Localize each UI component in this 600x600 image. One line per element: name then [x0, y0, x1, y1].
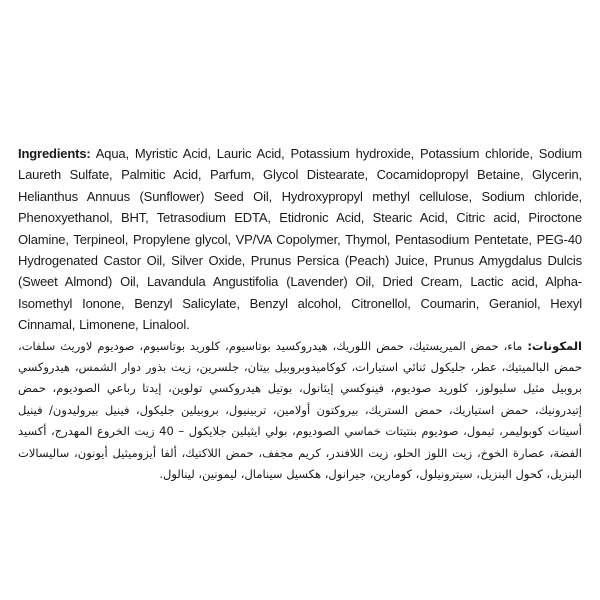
ingredients-arabic — [18, 336, 582, 486]
ingredients-english-text: Aqua, Myristic Acid, Lauric Acid, Potassium hydroxide, Potassium chloride, Sodium Laureth Sulfate, Palmitic Acid, Parfum, Glycol Distearate, Cocamidopropyl Betaine, Glycerin, Helianthus Annuus (Sunflower) Seed Oil, Hydroxypropyl methyl cellulose, Sodium chloride, Phenoxyethanol, BHT, Tetrasodium EDTA, Etidronic Acid, Stearic Acid, Citric acid, Piroctone Olamine, Terpineol, Propylene glycol, VP/VA Copolymer, Thymol, Pentasodium Pentetate, PEG-40 Hydrogenated Castor Oil, Silver Oxide, Prunus Persica (Peach) Juice, Prunus Amygdalus Dulcis (Sweet Almond) Oil, Lavandula Angustifolia (Lavender) Oil, Dried Cream, Lactic acid, Alpha-Isomethyl Ionone, Benzyl Salicylate, Benzyl alcohol, Citronellol, Coumarin, Geraniol, Hexyl Cinnamal, Limonene, Linalool. — [18, 146, 582, 333]
ingredients-arabic-heading: المكونات: — [527, 338, 582, 353]
ingredients-english-heading: Ingredients: — [18, 146, 91, 161]
ingredients-arabic-text: ماء، حمض الميريستيك، حمض اللوريك، هيدروكسيد بوتاسيوم، كلوريد بوتاسيوم، صوديوم لاوريث سلفات، حمض البالميتيك، عطر، جليكول ثنائي استيارات، كوكاميدوبروبيل بيتان، جلسرين، زيت بذور دوار الشمس، هيدروكسي بروبيل مثيل سليولوز، كلوريد صوديوم، فينوكسي إيثانول، بوتيل هيدروكسي تولوين، إيدتا رباعي الصوديوم، حمض إتيدرونيك، حمض استياريك، حمض الستريك، بيروكتون أولامين، تربينيول، بروبيلين جليكول، فينيل بيروليدون/ فينيل أسيتات كوبوليمر، ثيمول، صوديوم بنتيتات خماسي الصوديوم، بولي ايثيلين جلايكول – 40 زيت الخروع المهدرج، أكسيد الفضة، عصارة الخوخ، زيت اللوز الحلو، زيت اللافندر، كريم مجفف، حمض اللاكتيك، ألفا أيزوميثيل أيونون، ساليسالات البنزيل، كحول البنزيل، سيترونيلول، كومارين، جيرانول، هكسيل سينامال، ليمونين، لينالول. — [18, 338, 582, 482]
ingredients-label — [18, 143, 582, 497]
ingredients-english — [18, 143, 582, 336]
